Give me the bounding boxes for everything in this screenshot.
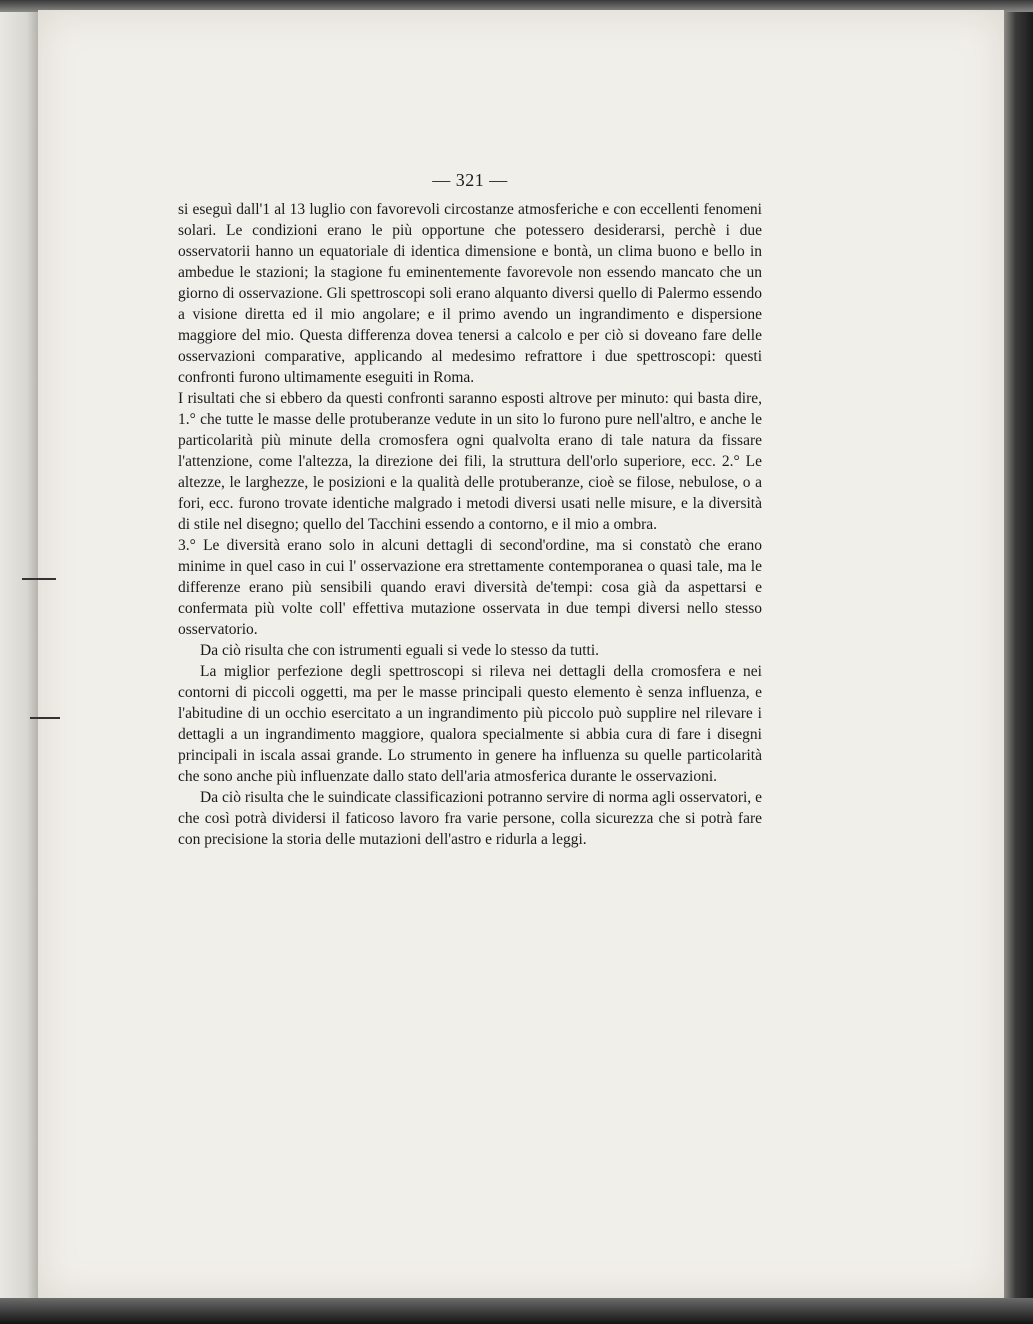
binding-margin	[0, 0, 38, 1324]
margin-mark	[22, 578, 56, 580]
page-number: — 321 —	[432, 170, 508, 190]
margin-mark	[30, 717, 60, 719]
paragraph: 3.° Le diversità erano solo in alcuni dettagli di second'ordine, ma si constatò che erano minime in quel caso in cui l' osservazione era strettamente contemporanea o quasi tale, ma le differenze erano più sensibili quando eravi diversità de'tempi: cosa già da aspettarsi e confermata più volte coll' effettiva mutazione osservata in due tempi diversi nello stesso osservatorio.	[178, 537, 762, 638]
right-scan-edge	[1004, 0, 1033, 1324]
paragraph: si eseguì dall'1 al 13 luglio con favorevoli circostanze atmosferiche e con eccellenti fenomeni solari. Le condizioni erano le più opportune che potessero desiderarsi, perchè i due osservatorii hanno un equatoriale di identica dimensione e bontà, un clima buono e bello in ambedue le stazioni; la stagione fu eminentemente favorevole non essendo mancato che un giorno di osservazione. Gli spettroscopi soli erano alquanto diversi quello di Palermo essendo a visione diretta ed il mio angolare; e il primo avendo un ingrandimento e dispersione maggiore del mio. Questa differenza dovea tenersi a calcolo e per ciò si doveano fare delle osservazioni comparative, applicando al medesimo refrattore i due spettroscopi: questi confronti furono ultimamente eseguiti in Roma.	[178, 201, 762, 386]
bottom-scan-edge	[0, 1298, 1033, 1324]
paragraph: La miglior perfezione degli spettroscopi si rileva nei dettagli della cromosfera e nei contorni di piccoli oggetti, ma per le masse principali questo elemento è senza influenza, e l'abitudine di un occhio esercitato a un ingrandimento più piccolo può supplire nel rilevare i dettagli a un ingrandimento maggiore, qualora specialmente si abbia cura di fare i disegni principali in iscala assai grande. Lo strumento in genere ha influenza su quelle particolarità che sono anche più influenzate dallo stato dell'aria atmosferica durante le osservazioni.	[178, 663, 762, 785]
paragraph: Da ciò risulta che le suindicate classificazioni potranno servire di norma agli osservatori, e che così potrà dividersi il faticoso lavoro fra varie persone, colla sicurezza che si potrà fare con precisione la storia delle mutazioni dell'astro e ridurla a leggi.	[178, 789, 762, 848]
page-text	[178, 170, 762, 850]
paragraph: I risultati che si ebbero da questi confronti saranno esposti altrove per minuto: qui basta dire, 1.° che tutte le masse delle protuberanze vedute in un sito lo furono pure nell'altro, e anche le particolarità più minute della cromosfera ogni qualvolta erano di tale natura da fissare l'attenzione, come l'altezza, la direzione dei fili, la struttura dell'orlo superiore, ecc. 2.° Le altezze, le larghezze, le posizioni e la qualità delle protuberanze, cioè se filose, nebulose, o a fori, ecc. furono trovate identiche malgrado i metodi diversi usati nelle misure, e la diversità di stile nel disegno; quello del Tacchini essendo a contorno, e il mio a ombra.	[178, 390, 762, 533]
paragraph: Da ciò risulta che con istrumenti eguali si vede lo stesso da tutti.	[200, 642, 600, 659]
